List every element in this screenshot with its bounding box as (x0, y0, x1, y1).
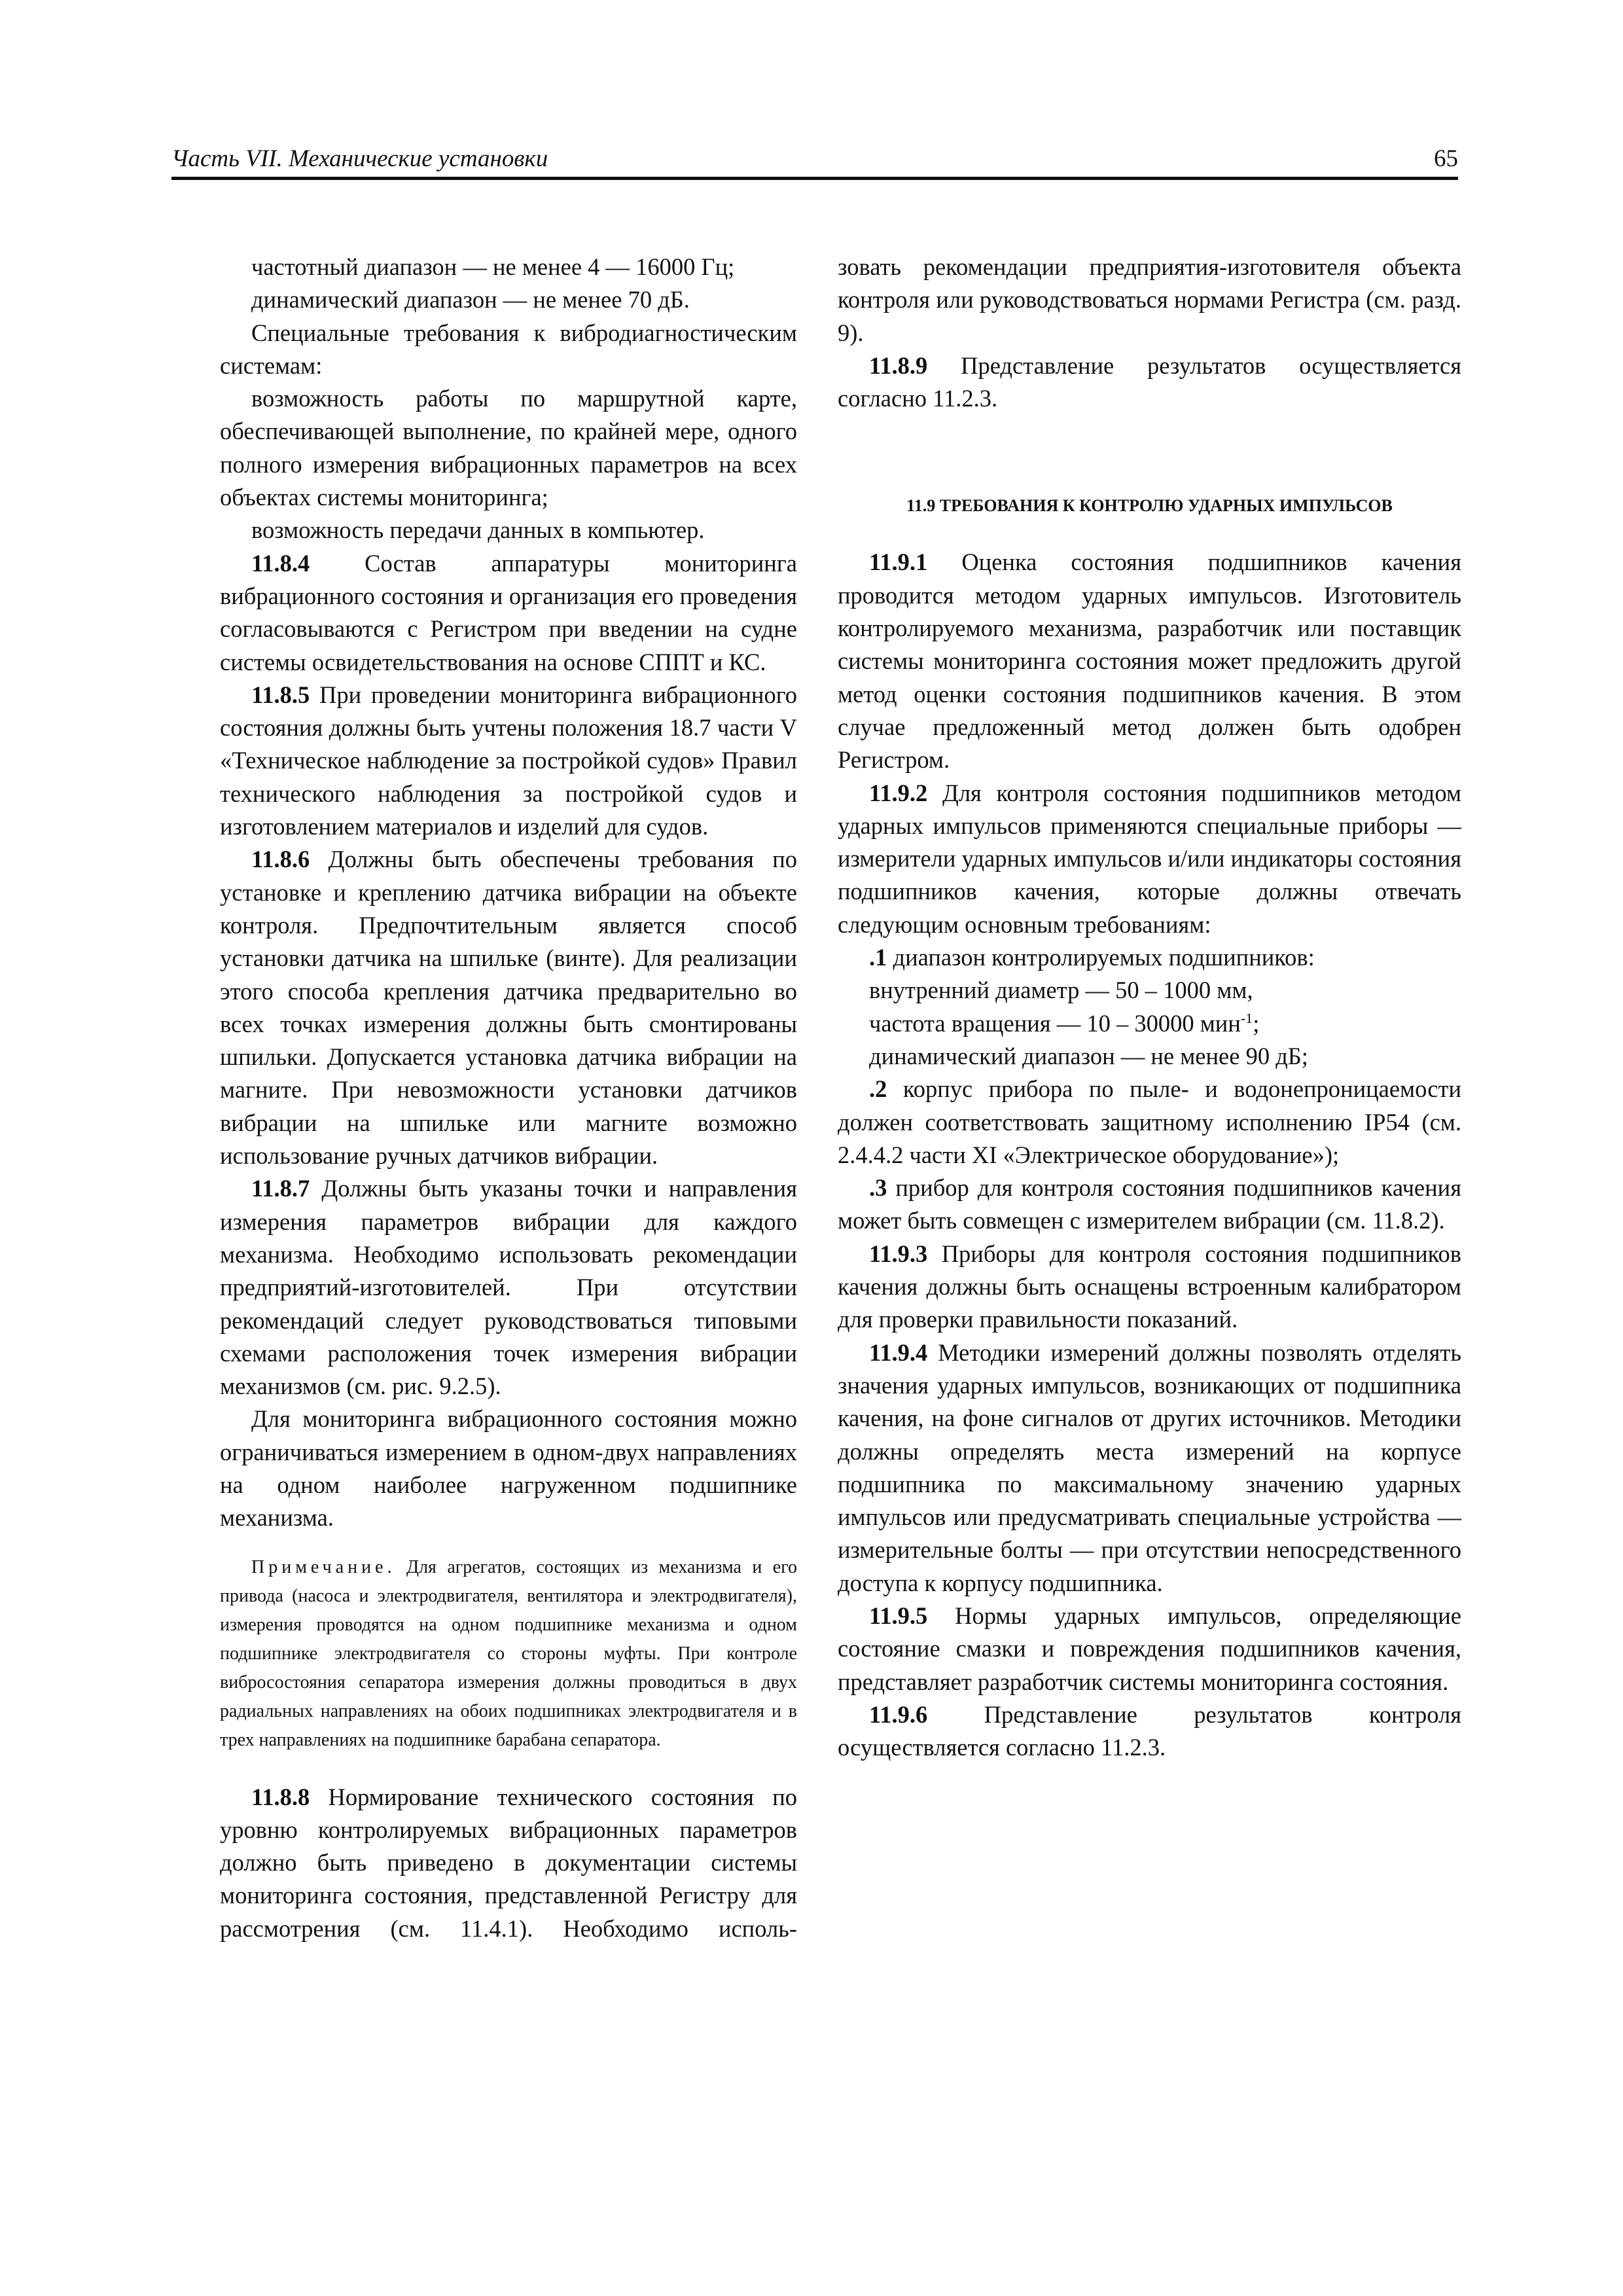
item-text: прибор для контроля состояния подшипников качения может быть совмещен с измерителем вибрации (см. 11.8.2). (838, 1174, 1461, 1234)
page-number: 65 (1434, 145, 1458, 172)
paragraph: Специальные требования к вибродиагностическим системам: (220, 319, 797, 379)
note-text: Для агрегатов, состоящих из механизма и его привода (насоса и электродвигателя, вентилятора и электродвигателя), измерения проводятся на одном подшипнике механизма и одном подшипнике электродвигателя со стороны муфты. При контроле вибросостояния сепаратора измерения должны проводиться в двух радиальных направлениях на обоих подшипниках электродвигателя и в трех направлениях на подшипнике барабана сепаратора. (220, 1556, 797, 1750)
section-number: 11.9.1 (869, 548, 928, 576)
section-number: 11.8.8 (251, 1783, 310, 1810)
header-title: Часть VII. Механические установки (171, 145, 548, 172)
section-heading: 11.9 ТРЕБОВАНИЯ К КОНТРОЛЮ УДАРНЫХ ИМПУЛЬСОВ (906, 496, 1393, 516)
running-header (171, 140, 1458, 180)
section-number: 11.8.7 (251, 1175, 310, 1202)
section-text: Представление результатов осуществляется согласно 11.2.3. (838, 351, 1461, 412)
section-11-9-5 (838, 1600, 1461, 1698)
section-number: 11.9.2 (869, 779, 928, 806)
section-text: Оценка состояния подшипников качения проводится методом ударных импульсов. Изготовитель контролируемого механизма, разработчик или поставщик системы мониторинга состояния может предложить другой метод оценки состояния подшипников качения. В этом случае предложенный метод должен быть одобрен Регистром. (838, 548, 1461, 774)
right-column (838, 251, 1461, 1764)
item-number: .3 (869, 1174, 887, 1202)
section-text: Представление результатов контроля осуществляется согласно 11.2.3. (838, 1700, 1461, 1761)
section-11-8-8 (220, 1781, 797, 1945)
paragraph: динамический диапазон — не менее 70 дБ. (251, 286, 690, 314)
section-number: 11.9.5 (869, 1602, 928, 1629)
section-number: 11.8.5 (251, 681, 310, 708)
section-number: 11.8.6 (251, 846, 310, 873)
paragraph: возможность передачи данных в компьютер. (251, 516, 705, 544)
section-number: 11.8.9 (869, 351, 928, 379)
section-text: Для контроля состояния подшипников методом ударных импульсов применяются специальные приборы — измерители ударных импульсов и/или индикаторы состояния подшипников качения, которые должны отвечать следующим основным требованиям: (838, 779, 1461, 938)
item-number: .1 (869, 944, 887, 971)
punctuation: ; (1253, 1009, 1260, 1037)
section-text: Должны быть указаны точки и направления измерения параметров вибрации для каждого механизма. Необходимо использовать рекомендации предприятий-изготовителей. При отсутствии рекомендаций следует руководствоваться типовыми схемами расположения точек измерения вибрации механизмов (см. рис. 9.2.5). (220, 1175, 797, 1400)
item-text: диапазон контролируемых подшипников: (887, 944, 1315, 971)
section-text: При проведении мониторинга вибрационного состояния должны быть учтены положения 18.7 части V «Техническое наблюдение за постройкой судов» Правил технического наблюдения за постройкой судов и изготовлением материалов и изделий для судов. (220, 681, 797, 840)
note (220, 1553, 797, 1755)
section-11-8-7 (220, 1172, 797, 1403)
section-text: Методики измерений должны позволять отделять значения ударных импульсов, возникающих от подшипника качения, на фоне сигналов от других источников. Методики должны определять места измерений на корпусе подшипника по максимальному значению ударных импульсов или предусматривать специальные устройства — измерительные болты — при отсутствии непосредственного доступа к корпусу подшипника. (838, 1338, 1461, 1596)
section-number: 11.9.3 (869, 1240, 928, 1267)
section-text: Приборы для контроля состояния подшипников качения должны быть оснащены встроенным калибратором для проверки правильности показаний. (838, 1240, 1461, 1333)
section-11-9-2 (838, 777, 1461, 941)
item-text: корпус прибора по пыле- и водонепроницаемости должен соответствовать защитному исполнению IP54 (см. 2.4.4.2 части XI «Электрическое оборудование»); (838, 1075, 1461, 1168)
section-number: 11.9.4 (869, 1338, 928, 1366)
sub-item: внутренний диаметр — 50 – 1000 мм, (869, 977, 1253, 1004)
section-text: Состав аппаратуры мониторинга вибрационного состояния и организация его проведения согласовываются с Регистром при введении на судне системы освидетельствования на основе СППТ и КС. (220, 549, 797, 675)
sub-item: динамический диапазон — не менее 90 дБ; (869, 1042, 1308, 1069)
section-number: 11.9.6 (869, 1700, 928, 1728)
section-11-9-4 (838, 1336, 1461, 1600)
sub-item-text: частота вращения — 10 – 30000 мин (869, 1009, 1241, 1037)
section-11-9-1 (838, 546, 1461, 776)
paragraph: частотный диапазон — не менее 4 — 16000 Гц; (251, 253, 735, 280)
note-label: Примечание. (251, 1556, 396, 1577)
section-11-8-9 (838, 350, 1461, 416)
section-text: Нормирование технического состояния по уровню контролируемых вибрационных параметров должно быть приведено в документации системы мониторинга состояния, представленной Регистру для рассмотрения (см. 11.4.1). Необходимо исполь- (220, 1783, 797, 1942)
section-text: Нормы ударных импульсов, определяющие состояние смазки и повреждения подшипников качения, представляет разработчик системы мониторинга состояния. (838, 1602, 1461, 1695)
section-11-9-3 (838, 1238, 1461, 1336)
paragraph-continuation: зовать рекомендации предприятия-изготовителя объекта контроля или руководствоваться нормами Регистра (см. разд. 9). (838, 253, 1461, 346)
section-number: 11.8.4 (251, 549, 310, 577)
paragraph: Для мониторинга вибрационного состояния можно ограничиваться измерением в одном-двух направлениях на одном наиболее нагруженном подшипнике механизма. (220, 1405, 797, 1532)
item-number: .2 (869, 1075, 887, 1103)
list-item-2 (838, 1073, 1461, 1172)
superscript: -1 (1240, 1009, 1253, 1026)
left-column (220, 251, 797, 1945)
section-11-8-4 (220, 547, 797, 679)
list-item-1 (838, 941, 1461, 974)
sub-item (838, 1007, 1461, 1040)
section-11-8-5 (220, 679, 797, 843)
section-11-8-6 (220, 843, 797, 1172)
section-11-9-6 (838, 1698, 1461, 1765)
paragraph: возможность работы по маршрутной карте, обеспечивающей выполнение, по крайней мере, одного полного измерения вибрационных параметров на всех объектах системы мониторинга; (220, 385, 797, 511)
list-item-3 (838, 1172, 1461, 1238)
section-text: Должны быть обеспечены требования по установке и креплению датчика вибрации на объекте контроля. Предпочтительным является способ установки датчика на шпильке (винте). Для реализации этого способа крепления датчика предварительно во всех точках измерения должны быть смонтированы шпильки. Допускается установка датчика вибрации на магните. При невозможности установки датчиков вибрации на шпильке или магните возможно использование ручных датчиков вибрации. (220, 846, 797, 1170)
